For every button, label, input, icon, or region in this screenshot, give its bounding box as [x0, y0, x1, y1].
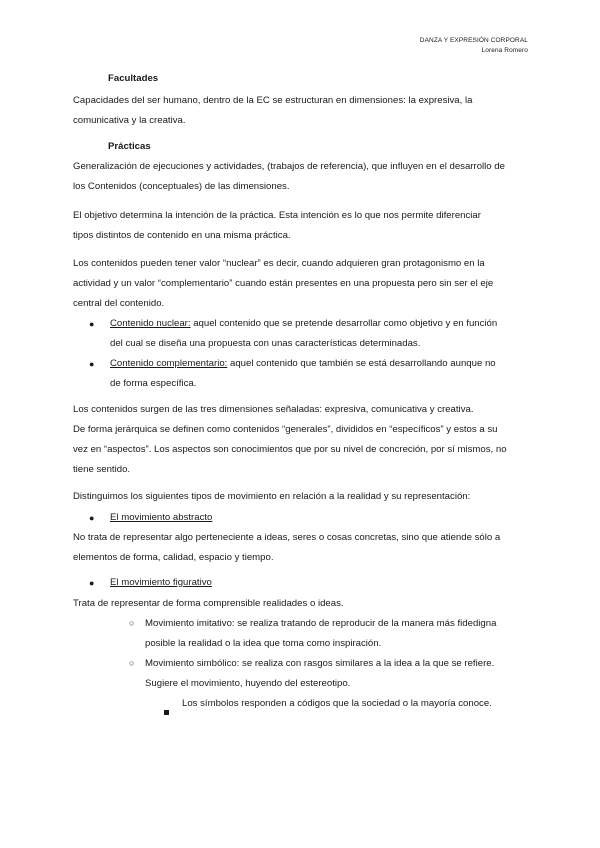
subitem-simbolico: Movimiento simbólico: se realiza con rasgos similares a la idea a la que se refiere. [145, 658, 495, 669]
bullet-item-nuclear [110, 318, 497, 330]
heading-facultades: Facultades [108, 73, 159, 84]
bullet-item-complementario [110, 358, 496, 370]
subitem-imitativo: Movimiento imitativo: se realiza tratando de reproducir de la manera más fidedigna [145, 618, 497, 629]
subitem-continuation: posible la realidad o la idea que toma como inspiración. [145, 638, 382, 649]
bullet-continuation: de forma específica. [110, 378, 197, 389]
paragraph-line: los Contenidos (conceptuales) de las dimensiones. [73, 181, 290, 192]
bullet-icon: ● [89, 319, 95, 329]
paragraph-line: tiene sentido. [73, 464, 131, 475]
bullet-icon: ● [89, 513, 95, 523]
paragraph-line: Trata de representar de forma comprensible realidades o ideas. [73, 598, 344, 609]
bullet-text: aquel contenido que se pretende desarrollar como objetivo y en función [190, 318, 498, 329]
paragraph-line: Distinguimos los siguientes tipos de movimiento en relación a la realidad y su representación: [73, 491, 471, 502]
square-bullet-icon [164, 702, 169, 720]
circle-bullet-icon: ○ [129, 658, 135, 668]
subsubitem-simbolos: Los símbolos responden a códigos que la sociedad o la mayoría conoce. [182, 698, 492, 709]
paragraph-line: Los contenidos pueden tener valor “nuclear” es decir, cuando adquieren gran protagonismo en la [73, 258, 485, 269]
bullet-icon: ● [89, 359, 95, 369]
heading-practicas: Prácticas [108, 141, 151, 152]
paragraph-line: vez en “aspectos”. Los aspectos son conocimientos que por su nivel de concreción, por sí mismos, no [73, 444, 507, 455]
paragraph-line: actividad y un valor “complementario” cuando están presentes en una propuesta pero sin ser el eje [73, 278, 494, 289]
subheading-figurativo: El movimiento figurativo [110, 577, 212, 588]
circle-bullet-icon: ○ [129, 618, 135, 628]
paragraph-line: tipos distintos de contenido en una misma práctica. [73, 230, 291, 241]
paragraph-line: No trata de representar algo perteneciente a ideas, seres o cosas concretas, sino que atiende sólo a [73, 532, 501, 543]
paragraph-line: elementos de forma, calidad, espacio y tiempo. [73, 552, 274, 563]
header-subject: DANZA Y EXPRESIÓN CORPORAL [419, 37, 528, 44]
bullet-continuation: del cual se diseña una propuesta con unas características determinadas. [110, 338, 421, 349]
paragraph-line: Los contenidos surgen de las tres dimensiones señaladas: expresiva, comunicativa y creativa. [73, 404, 474, 415]
subitem-continuation: Sugiere el movimiento, huyendo del estereotipo. [145, 678, 351, 689]
paragraph-line: De forma jerárquica se definen como contenidos “generales”, divididos en “específicos” y estos a su [73, 424, 498, 435]
paragraph-line: central del contenido. [73, 298, 165, 309]
bullet-text: aquel contenido que también se está desarrollando aunque no [227, 358, 496, 369]
term-contenido-complementario: Contenido complementario: [110, 358, 228, 369]
header-author: Lorena Romero [481, 47, 528, 54]
subheading-abstracto: El movimiento abstracto [110, 512, 213, 523]
paragraph-line: Capacidades del ser humano, dentro de la EC se estructuran en dimensiones: la expresiva, la [73, 95, 473, 106]
paragraph-line: Generalización de ejecuciones y actividades, (trabajos de referencia), que influyen en el desarrollo de [73, 161, 505, 172]
paragraph-line: El objetivo determina la intención de la práctica. Esta intención es lo que nos permite diferenciar [73, 210, 481, 221]
bullet-icon: ● [89, 578, 95, 588]
term-contenido-nuclear: Contenido nuclear: [110, 318, 191, 329]
paragraph-line: comunicativa y la creativa. [73, 115, 186, 126]
